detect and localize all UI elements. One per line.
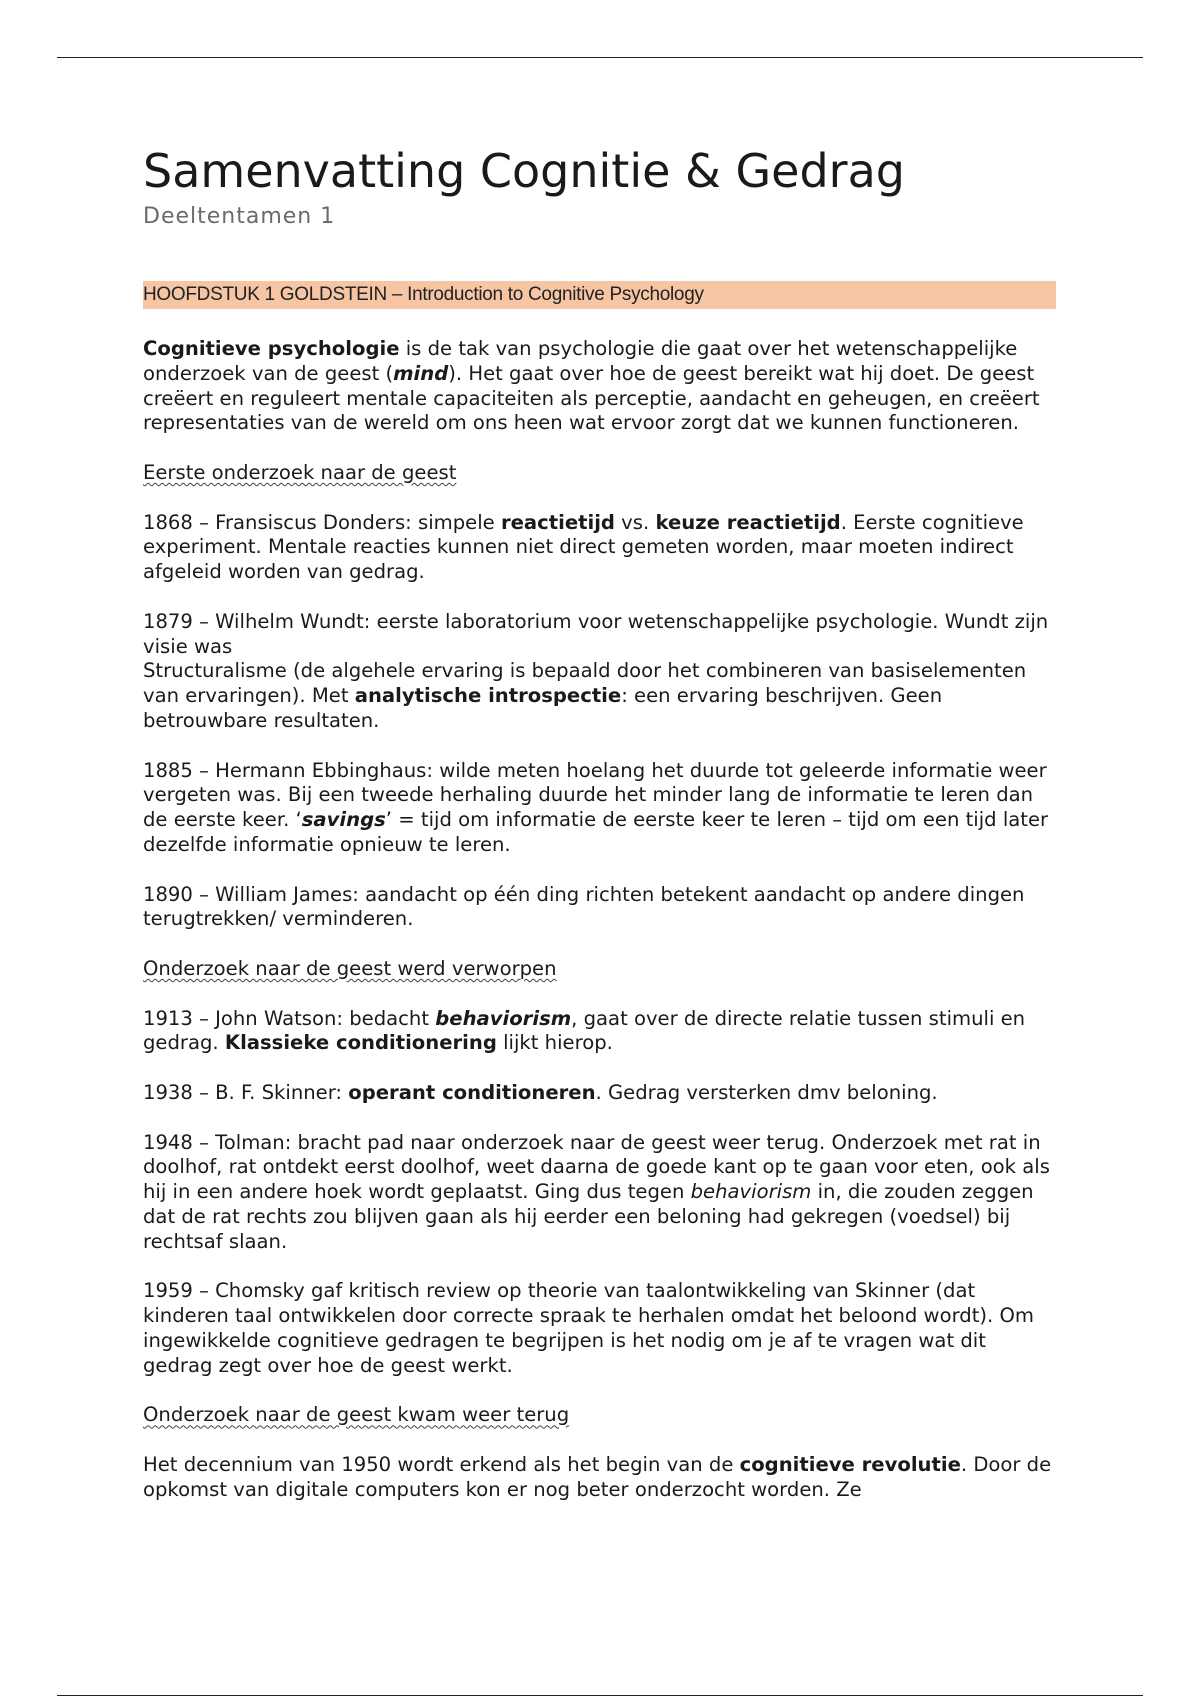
top-rule <box>57 57 1143 58</box>
p1913-text-3: lijkt hierop. <box>496 1031 613 1055</box>
term-mind: mind <box>393 361 449 385</box>
p1950-text-2: . Door de opkomst van digitale computers kon er nog beter onderzocht worden. Ze <box>143 1452 1052 1501</box>
p1879-text-1: Structuralisme (de algehele ervaring is bepaald door het combineren van basiselementen van ervaringen). Met <box>143 659 1027 708</box>
p1868-text-3: . Eerste cognitieve experiment. Mentale reacties kunnen niet direct gemeten worden, maar moeten indirect afgeleid worden van gedrag. <box>143 510 1024 584</box>
term-klassieke-conditionering: Klassieke conditionering <box>224 1031 497 1055</box>
intro-text-1: is de tak van psychologie die gaat over het wetenschappelijke onderzoek van de geest ( <box>143 337 1018 385</box>
p1938-text-2: . Gedrag versterken dmv beloning. <box>595 1080 938 1104</box>
p1938-text-1: 1938 – B. F. Skinner: <box>143 1080 349 1104</box>
term-keuze-reactietijd: keuze reactietijd <box>655 510 841 534</box>
document-body <box>143 337 1058 1527</box>
document-subtitle: Deeltentamen 1 <box>143 204 336 229</box>
paragraph-1868 <box>143 511 1058 585</box>
bottom-rule <box>57 1695 1143 1696</box>
term-savings: savings <box>301 808 386 832</box>
section-heading-first-research: Eerste onderzoek naar de geest <box>143 460 457 484</box>
intro-text-2: ). Het gaat over hoe de geest bereikt wat hij doet. De geest creëert en reguleert mentale capaciteiten als perceptie, aandacht en geheugen, en creëert representaties van de wereld om ons heen wat ervoor zorgt dat we kunnen functioneren. <box>143 361 1040 435</box>
paragraph-1950 <box>143 1453 1058 1503</box>
p1913-text-2: , gaat over de directe relatie tussen stimuli en gedrag. <box>143 1006 1026 1055</box>
p1879-line-1: 1879 – Wilhelm Wundt: eerste laboratorium voor wetenschappelijke psychologie. Wundt zijn visie was <box>143 609 1049 658</box>
paragraph-1879 <box>143 610 1058 734</box>
term-cognitieve-psychologie: Cognitieve psychologie <box>143 337 400 360</box>
section-heading-returned: Onderzoek naar de geest kwam weer terug <box>143 1403 570 1427</box>
p1913-text-1: 1913 – John Watson: bedacht <box>143 1006 436 1030</box>
term-cognitieve-revolutie: cognitieve revolutie <box>739 1452 961 1476</box>
chapter-heading: HOOFDSTUK 1 GOLDSTEIN – Introduction to Cognitive Psychology <box>143 281 1056 309</box>
p1885-text-2: ’ = tijd om informatie de eerste keer te leren – tijd om een tijd later dezelfde informatie opnieuw te leren. <box>143 808 1049 856</box>
document-title: Samenvatting Cognitie & Gedrag <box>143 144 905 198</box>
paragraph-1938 <box>143 1081 1058 1106</box>
paragraph-1913 <box>143 1007 1058 1057</box>
paragraph-1890: 1890 – William James: aandacht op één ding richten betekent aandacht op andere dingen terugtrekken/ verminderen. <box>143 882 1025 931</box>
paragraph-1948 <box>143 1131 1058 1255</box>
term-analytische-introspectie: analytische introspectie <box>354 684 622 708</box>
p1948-text-1: 1948 – Tolman: bracht pad naar onderzoek naar de geest weer terug. Onderzoek met rat in doolhof, rat ontdekt eerst doolhof, weet daarna de goede kant op te gaan voor eten, ook als hij in een andere hoek wordt geplaatst. Ging dus tegen <box>143 1130 1050 1204</box>
paragraph-1885 <box>143 759 1058 858</box>
p1868-text-2: vs. <box>614 510 656 534</box>
paragraph-1959: 1959 – Chomsky gaf kritisch review op theorie van taalontwikkeling van Skinner (dat kinderen taal ontwikkelen door correcte spraak te herhalen omdat het beloond wordt). Om ingewikkelde cognitieve gedragen te begrijpen is het nodig om je af te vragen wat dit gedrag zegt over hoe de geest werkt. <box>143 1279 1035 1377</box>
p1950-text-1: Het decennium van 1950 wordt erkend als het begin van de <box>143 1452 740 1476</box>
section-heading-rejected: Onderzoek naar de geest werd verworpen <box>143 956 557 980</box>
p1885-text-1: 1885 – Hermann Ebbinghaus: wilde meten hoelang het duurde tot geleerde informatie weer vergeten was. Bij een tweede herhaling duurde het minder lang de informatie te leren dan de eerste keer. ‘ <box>143 758 1047 832</box>
term-behaviorism: behaviorism <box>435 1006 572 1030</box>
p1868-text-1: 1868 – Fransiscus Donders: simpele <box>143 510 501 534</box>
p1879-text-2: : een ervaring beschrijven. Geen betrouwbare resultaten. <box>143 684 943 732</box>
intro-paragraph <box>143 337 1058 436</box>
term-reactietijd: reactietijd <box>500 510 615 534</box>
p1948-text-2: in, die zouden zeggen dat de rat rechts zou blijven gaan als hij eerder een beloning had gekregen (voedsel) bij rechtsaf slaan. <box>143 1180 1034 1253</box>
term-behaviorism-italic: behaviorism <box>690 1180 812 1204</box>
term-operant-conditioneren: operant conditioneren <box>348 1080 596 1104</box>
